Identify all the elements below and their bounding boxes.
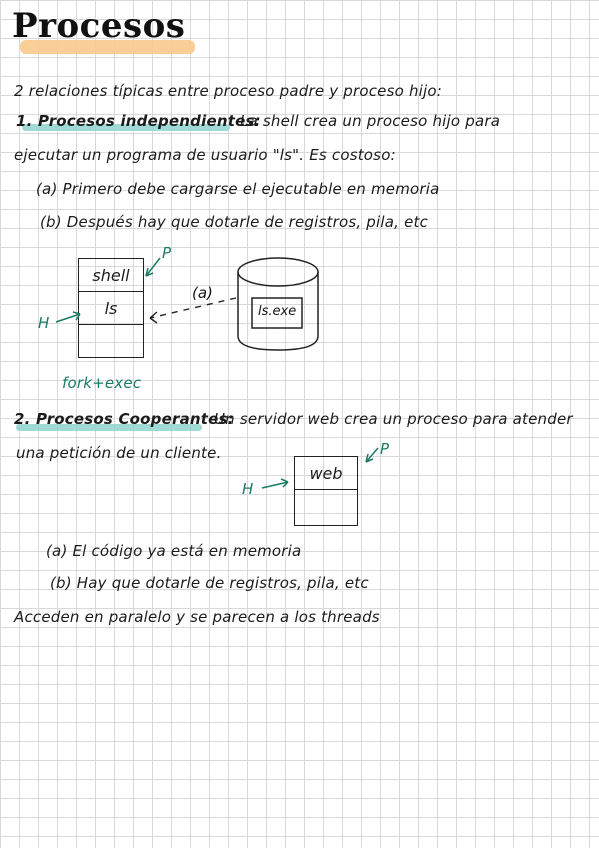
diagram2-label-h: H	[242, 480, 254, 498]
process-box-1-shell-cell	[79, 259, 143, 292]
diagram2-arrow-p	[366, 448, 378, 462]
intro-text: 2 relaciones típicas entre proceso padre y proceso hijo:	[14, 82, 443, 100]
section1-item-b: (b) Después hay que dotarle de registros, pila, etc	[40, 213, 429, 231]
process-box-1-shell-label: shell	[92, 265, 130, 285]
diagram2-arrow-h	[262, 479, 288, 488]
section2-item-a: (a) El código ya está en memoria	[46, 542, 302, 560]
section1-text-line1: La shell crea un proceso hijo para	[240, 112, 501, 130]
process-box-1-ls-cell	[79, 292, 143, 325]
section2-heading: 2. Procesos Cooperantes:	[14, 410, 234, 428]
page-title: Procesos	[12, 6, 186, 46]
process-box-1-ls-label: ls	[104, 298, 118, 318]
section2-text-line2: una petición de un cliente.	[16, 444, 222, 462]
process-box-1	[78, 258, 144, 358]
section1-item-a: (a) Primero debe cargarse el ejecutable en memoria	[36, 180, 440, 198]
section2-text-line1: Un servidor web crea un proceso para atender	[214, 410, 573, 428]
diagram1-arrow-p	[146, 258, 160, 276]
diagram1-label-h: H	[38, 314, 50, 332]
section1-heading: 1. Procesos independientes:	[16, 112, 261, 130]
process-box-2	[294, 456, 358, 526]
page-title-wrap	[12, 6, 185, 46]
section2-item-b: (b) Hay que dotarle de registros, pila, etc	[50, 574, 369, 592]
process-box-2-web-cell	[295, 457, 357, 490]
diagram2-label-p: P	[380, 440, 390, 458]
diagram1-caption: fork+exec	[62, 374, 142, 392]
disk-file-label: ls.exe	[258, 304, 297, 319]
process-box-2-web-label: web	[309, 463, 343, 483]
diagram1-label-a: (a)	[192, 284, 213, 302]
section2-closing: Acceden en paralelo y se parecen a los threads	[14, 608, 380, 626]
diagram1-label-p: P	[162, 244, 172, 262]
section1-text-line2: ejecutar un programa de usuario "ls". Es costoso:	[14, 146, 396, 164]
diagram1-arrow-h	[56, 312, 80, 322]
